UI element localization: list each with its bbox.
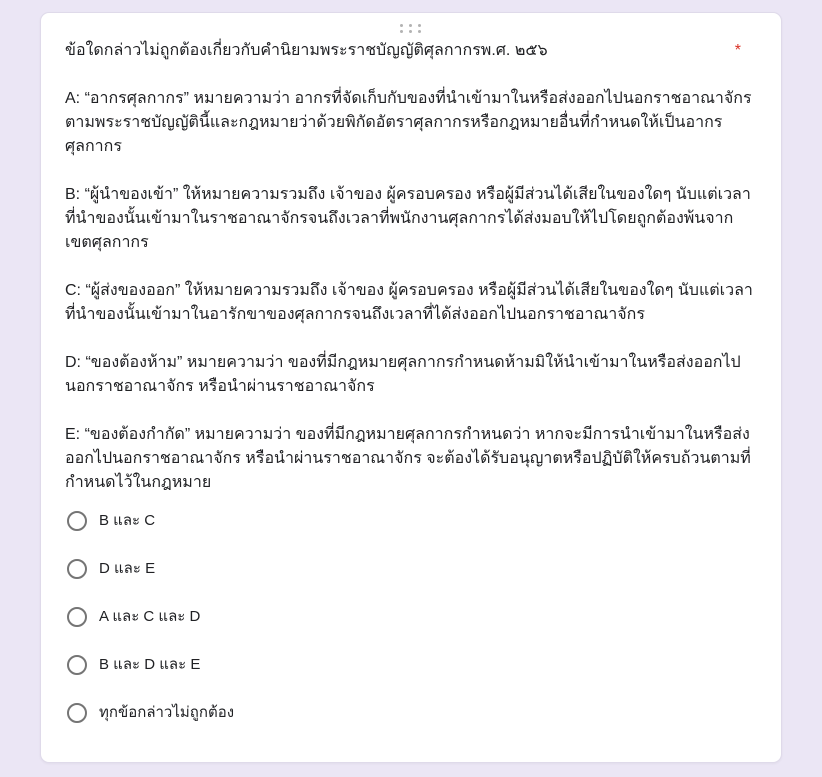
answer-option-2[interactable] [65, 545, 757, 593]
question-card [40, 12, 782, 763]
definition-paragraph-a: A: “อากรศุลกากร” หมายความว่า อากรที่จัดเก็บกับของที่นำเข้ามาในหรือส่งออกไปนอกราชอาณาจักร ตามพระราชบัญญัตินี้และกฎหมายว่าด้วยพิกัดอัตราศุลกากรหรือกฎหมายอื่นที่กำหนดให้เป็นอากรศุลกากร [65, 90, 752, 155]
drag-handle-dot [409, 24, 412, 27]
definition-paragraph-d: D: “ของต้องห้าม” หมายความว่า ของที่มีกฎหมายศุลกากรกำหนดห้ามมิให้นำเข้ามาในหรือส่งออกไป นอกราชอาณาจักร หรือนำผ่านราชอาณาจักร [65, 354, 741, 395]
definition-paragraph-b: B: “ผู้นำของเข้า” ให้หมายความรวมถึง เจ้าของ ผู้ครอบครอง หรือผู้มีส่วนได้เสียในของใดๆ นับแต่เวลาที่นำของนั้นเข้ามาในราชอาณาจักรจนถึงเวลาที่พนักงานศุลกากรได้ส่งมอบให้ไปโดยถูกต้องพ้นจากเขตศุลกากร [65, 186, 751, 251]
answer-option-3[interactable] [65, 593, 757, 641]
radio-button-icon[interactable] [67, 703, 87, 723]
answer-option-5[interactable] [65, 689, 757, 737]
answer-option-label: A และ C และ D [99, 608, 201, 625]
radio-button-icon[interactable] [67, 511, 87, 531]
question-title: ข้อใดกล่าวไม่ถูกต้องเกี่ยวกับคำนิยามพระราชบัญญัติศุลกากรพ.ศ. ๒๕๖ [65, 42, 548, 59]
answer-option-label: ทุกข้อกล่าวไม่ถูกต้อง [99, 704, 235, 721]
answer-options-list [65, 497, 757, 737]
drag-handle-dot [418, 30, 421, 33]
definition-paragraph-e: E: “ของต้องกำกัด” หมายความว่า ของที่มีกฎหมายศุลกากรกำหนดว่า หากจะมีการนำเข้ามาในหรือส่งออกไปนอกราชอาณาจักร หรือนำผ่านราชอาณาจักร จะต้องได้รับอนุญาตหรือปฏิบัติให้ครบถ้วนตามที่กำหนดไว้ในกฎหมาย [65, 426, 751, 491]
answer-option-4[interactable] [65, 641, 757, 689]
radio-button-icon[interactable] [67, 559, 87, 579]
answer-option-label: B และ D และ E [99, 656, 201, 673]
answer-option-label: D และ E [99, 560, 156, 577]
question-title-row [65, 39, 757, 63]
question-description [65, 87, 757, 495]
answer-option-1[interactable] [65, 497, 757, 545]
drag-handle-dot [400, 30, 403, 33]
radio-button-icon[interactable] [67, 607, 87, 627]
drag-handle-dot [400, 24, 403, 27]
drag-handle-icon[interactable] [399, 23, 423, 35]
definition-paragraph-c: C: “ผู้ส่งของออก” ให้หมายความรวมถึง เจ้าของ ผู้ครอบครอง หรือผู้มีส่วนได้เสียในของใดๆ นับแต่เวลาที่นำของนั้นเข้ามาในอารักขาของศุลกากรจนถึงเวลาที่ได้ส่งออกไปนอกราชอาณาจักร [65, 282, 753, 323]
drag-handle-dot [418, 24, 421, 27]
required-asterisk: * [734, 42, 741, 59]
radio-button-icon[interactable] [67, 655, 87, 675]
drag-handle-dot [409, 30, 412, 33]
answer-option-label: B และ C [99, 512, 156, 529]
